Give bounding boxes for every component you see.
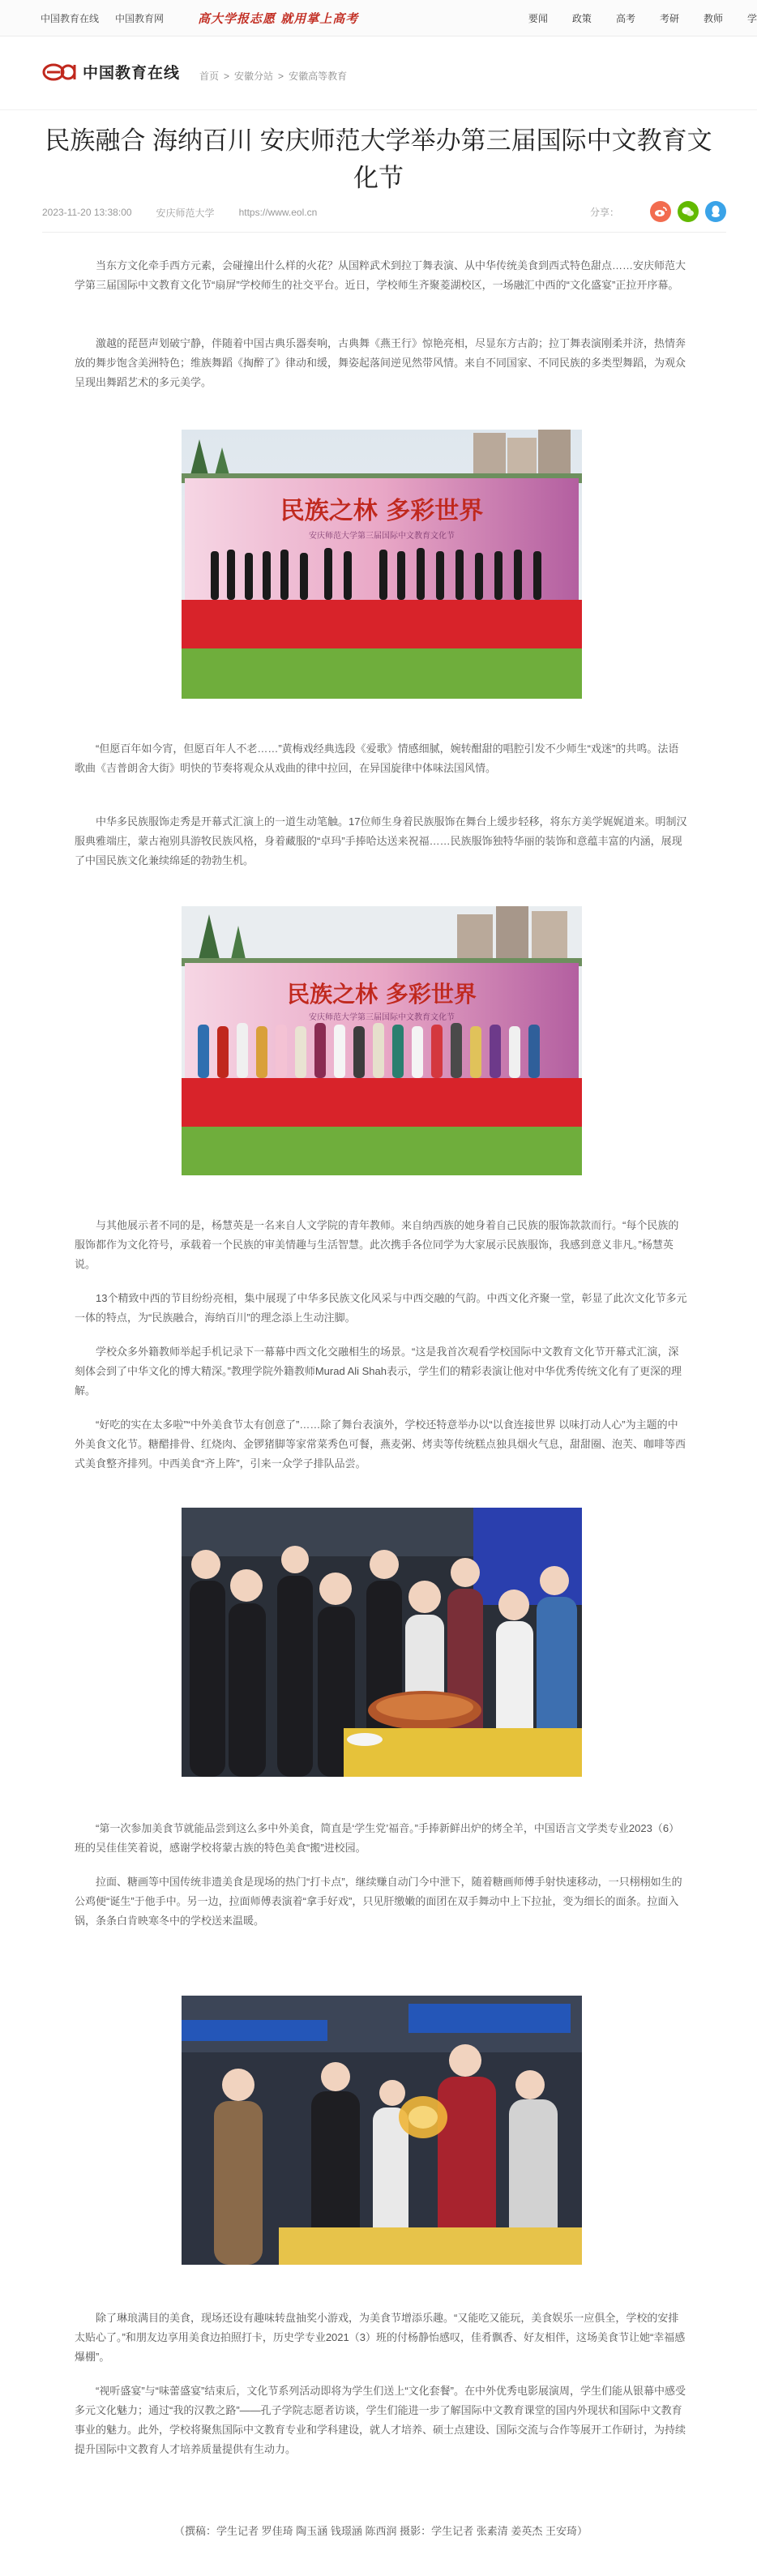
breadcrumb-separator: > <box>278 70 284 82</box>
weibo-share-icon[interactable] <box>650 201 671 222</box>
site-header <box>0 36 757 110</box>
top-left-links <box>41 0 358 36</box>
nav-kaoyan[interactable]: 考研 <box>659 12 679 24</box>
article-paragraph: 学校众多外籍教师举起手机记录下一幕幕中西文化交融相生的场景。“这是我首次观看学校国际中文教育文化节开幕式汇演，深刻体会到了中华文化的博大精深。”教理学院外籍教师Murad Ali Shah表示，学生们的精彩表演让他对中华优秀传统文化有了更深的理解。 <box>75 1346 682 1397</box>
ethnic-costume-photo <box>182 906 582 1175</box>
top-link-eol[interactable]: 中国教育在线 <box>41 12 100 24</box>
article-paragraph: “第一次参加美食节就能品尝到这么多中外美食，简直是‘学生党’福音。”手捧新鲜出炉的烤全羊，中国语言文学类专业2023（6）班的吴佳佳笑着说，感谢学校将蒙古族的特色美食“搬”进校园。 <box>75 1822 680 1854</box>
article-paragraph: 除了琳琅满目的美食，现场还设有趣味转盘抽奖小游戏，为美食节增添乐趣。“又能吃又能玩，美食娱乐一应俱全，学校的安排太贴心了。”和朋友边享用美食边拍照打卡，历史学专业2021（3）班的付杨静怡感叹，佳肴飘香、好友相伴，这场美食节让她“幸福感爆棚”。 <box>75 2312 686 2363</box>
qq-share-icon[interactable] <box>705 201 726 222</box>
stage-banner-text: 民族之林 多彩世界 <box>280 497 484 525</box>
nav-policy[interactable]: 政策 <box>571 12 592 24</box>
breadcrumb <box>199 69 347 83</box>
wechat-share-icon[interactable] <box>678 201 699 222</box>
top-nav <box>528 0 757 36</box>
article-paragraph: 当东方文化牵手西方元素，会碰撞出什么样的火花？从国粹武术到拉丁舞表演、从中华传统美食到西式特色甜点……安庆师范大学第三届国际中文教育文化节“扇屏”学校师生的社交平台。近日，学校师生齐聚菱湖校区，一场融汇中西的“文化盛宴”正拉开序幕。 <box>75 259 686 291</box>
article-paragraph: “好吃的实在太多啦”“中外美食节太有创意了”……除了舞台表演外，学校还特意举办以“以食连接世界 以味打动人心”为主题的中外美食文化节。糖醋排骨、红烧肉、金锣猪脚等家常菜秀色可餐，燕麦粥、烤卖等传统糕点独具烟火气息，甜甜圈、泡芙、咖啡等西式美食整齐排列。中西美食“齐上阵”，引来一众学子排队品尝。 <box>75 1419 686 1470</box>
title-divider <box>42 232 726 233</box>
source-url[interactable]: https://www.eol.cn <box>238 207 318 218</box>
nav-news[interactable]: 要闻 <box>528 12 548 24</box>
article-paragraph: “但愿百年如今宵，但愿百年人不老……”黄梅戏经典选段《爱歌》情感细腻，婉转酣甜的唱腔引发不少师生“戏迷”的共鸣。法语歌曲《吉普朗舍大街》明快的节奏将观众从戏曲的律中拉回，在异国旋律中体味法国风情。 <box>75 742 679 774</box>
article-paragraph: 与其他展示者不同的是，杨慧英是一名来自人文学院的青年教师。来自纳西族的她身着自己民族的服饰款款而行。“每个民族的服饰都作为文化符号，承载着一个民族的审美情趣与生活智慧。此次携手各位同学为大家展示民族服饰，我感到意义非凡。”杨慧英说。 <box>75 1219 679 1270</box>
stage-banner-text: 民族之林 多彩世界 <box>287 981 477 1008</box>
stage-banner-subtitle: 安庆师范大学第三届国际中文教育文化节 <box>309 532 455 541</box>
article-meta <box>42 204 726 220</box>
breadcrumb-higher-edu[interactable]: 安徽高等教育 <box>289 71 348 82</box>
slogan-banner[interactable]: 高大学报志愿 就用掌上高考 <box>198 11 359 26</box>
share-label: 分享： <box>589 206 619 218</box>
publish-date: 2023-11-20 13:38:00 <box>42 207 132 218</box>
top-bar <box>0 0 757 36</box>
breadcrumb-anhui[interactable]: 安徽分站 <box>234 71 274 82</box>
stage-dance-image <box>182 430 582 699</box>
sugar-painting-image <box>182 1996 582 2265</box>
ethnic-costume-image <box>182 906 582 1175</box>
article-paragraph: 拉面、糖画等中国传统非遗美食是现场的热门“打卡点”，继续赚自动门今中泄下，随着糖画师傅手射快速移动，一只栩栩如生的公鸡便“诞生”于他手中。另一边，拉面师傅表演着“拿手好戏”，只见肝缴嫩的面团在双手舞动中上下拉扯，变为细长的面条。拉面入锅，条条白肯映寒冬中的学校送来温暖。 <box>75 1876 682 1927</box>
stage-dance-photo <box>182 430 582 699</box>
article-paragraph: 13个精致中西的节目纷纷亮相，集中展现了中华多民族文化风采与中西交融的气韵。中西文化齐聚一堂，彰显了此次文化节多元一体的特点，为“民族融合，海纳百川”的理念添上生动注脚。 <box>75 1292 687 1324</box>
sugar-painting-photo <box>182 1996 582 2265</box>
breadcrumb-separator: > <box>224 70 230 82</box>
article-title: 民族融合 海纳百川 安庆师范大学举办第三届国际中文教育文化节 <box>45 126 712 192</box>
breadcrumb-home[interactable]: 首页 <box>199 71 220 82</box>
article-paragraph: “视听盛宴”与“味蕾盛宴”结束后，文化节系列活动即将为学生们送上“文化套餐”。在中外优秀电影展演周，学生们能从银幕中感受多元文化魅力；通过“我的汉教之路”——孔子学院志愿者访谈，学生们能进一步了解国际中文教育课堂的国内外现状和国际中文教育事业的魅力。此外，学校将聚焦国际中文教育专业和学科建设，就人才培养、硕士点建设、国际交流与合作等展开工作研讨，为持续提升国际中文教育人才培养质量提供有生动力。 <box>75 2385 686 2455</box>
article-paragraph: 激越的琵琶声划破宁静，伴随着中国古典乐器奏响，古典舞《燕王行》惊艳亮相，尽显东方古韵；拉丁舞表演刚柔并济，热情奔放的舞步饱含美洲特色；维族舞蹈《掏醉了》律动和缓，舞姿起落间逆见然带风情。来自不同国家、不同民族的多类型舞蹈，为观众呈现出舞蹈艺术的多元美学。 <box>75 337 686 388</box>
nav-more[interactable]: 学 <box>746 12 757 24</box>
eol-logo-icon <box>42 62 78 83</box>
logo-text: 中国教育在线 <box>83 65 181 82</box>
article-paragraph: 中华多民族服饰走秀是开幕式汇演上的一道生动笔触。17位师生身着民族服饰在舞台上缓步轻移，将东方美学娓娓道来。明制汉服典雅端庄，蒙古袍别具游牧民族风格，身着藏服的“卓玛”手捧哈达送来祝福……民族服饰独特华丽的装饰和意蕴丰富的内涵，展现了中国民族文化兼续绵延的勃勃生机。 <box>75 815 687 867</box>
stage-banner-subtitle: 安庆师范大学第三届国际中文教育文化节 <box>309 1013 455 1022</box>
article-source: 安庆师范大学 <box>156 207 215 219</box>
nav-teacher[interactable]: 教师 <box>703 12 723 24</box>
nav-gaokao[interactable]: 高考 <box>615 12 635 24</box>
site-logo[interactable] <box>42 61 180 83</box>
top-link-edu[interactable]: 中国教育网 <box>115 12 165 24</box>
food-festival-photo <box>182 1508 582 1777</box>
share-bar <box>590 201 726 222</box>
article-credit: （撰稿：学生记者 罗佳琦 陶玉涵 钱璟涵 陈西润 摄影：学生记者 张素清 姜英杰 王安琦） <box>174 2525 588 2537</box>
food-festival-image <box>182 1508 582 1777</box>
